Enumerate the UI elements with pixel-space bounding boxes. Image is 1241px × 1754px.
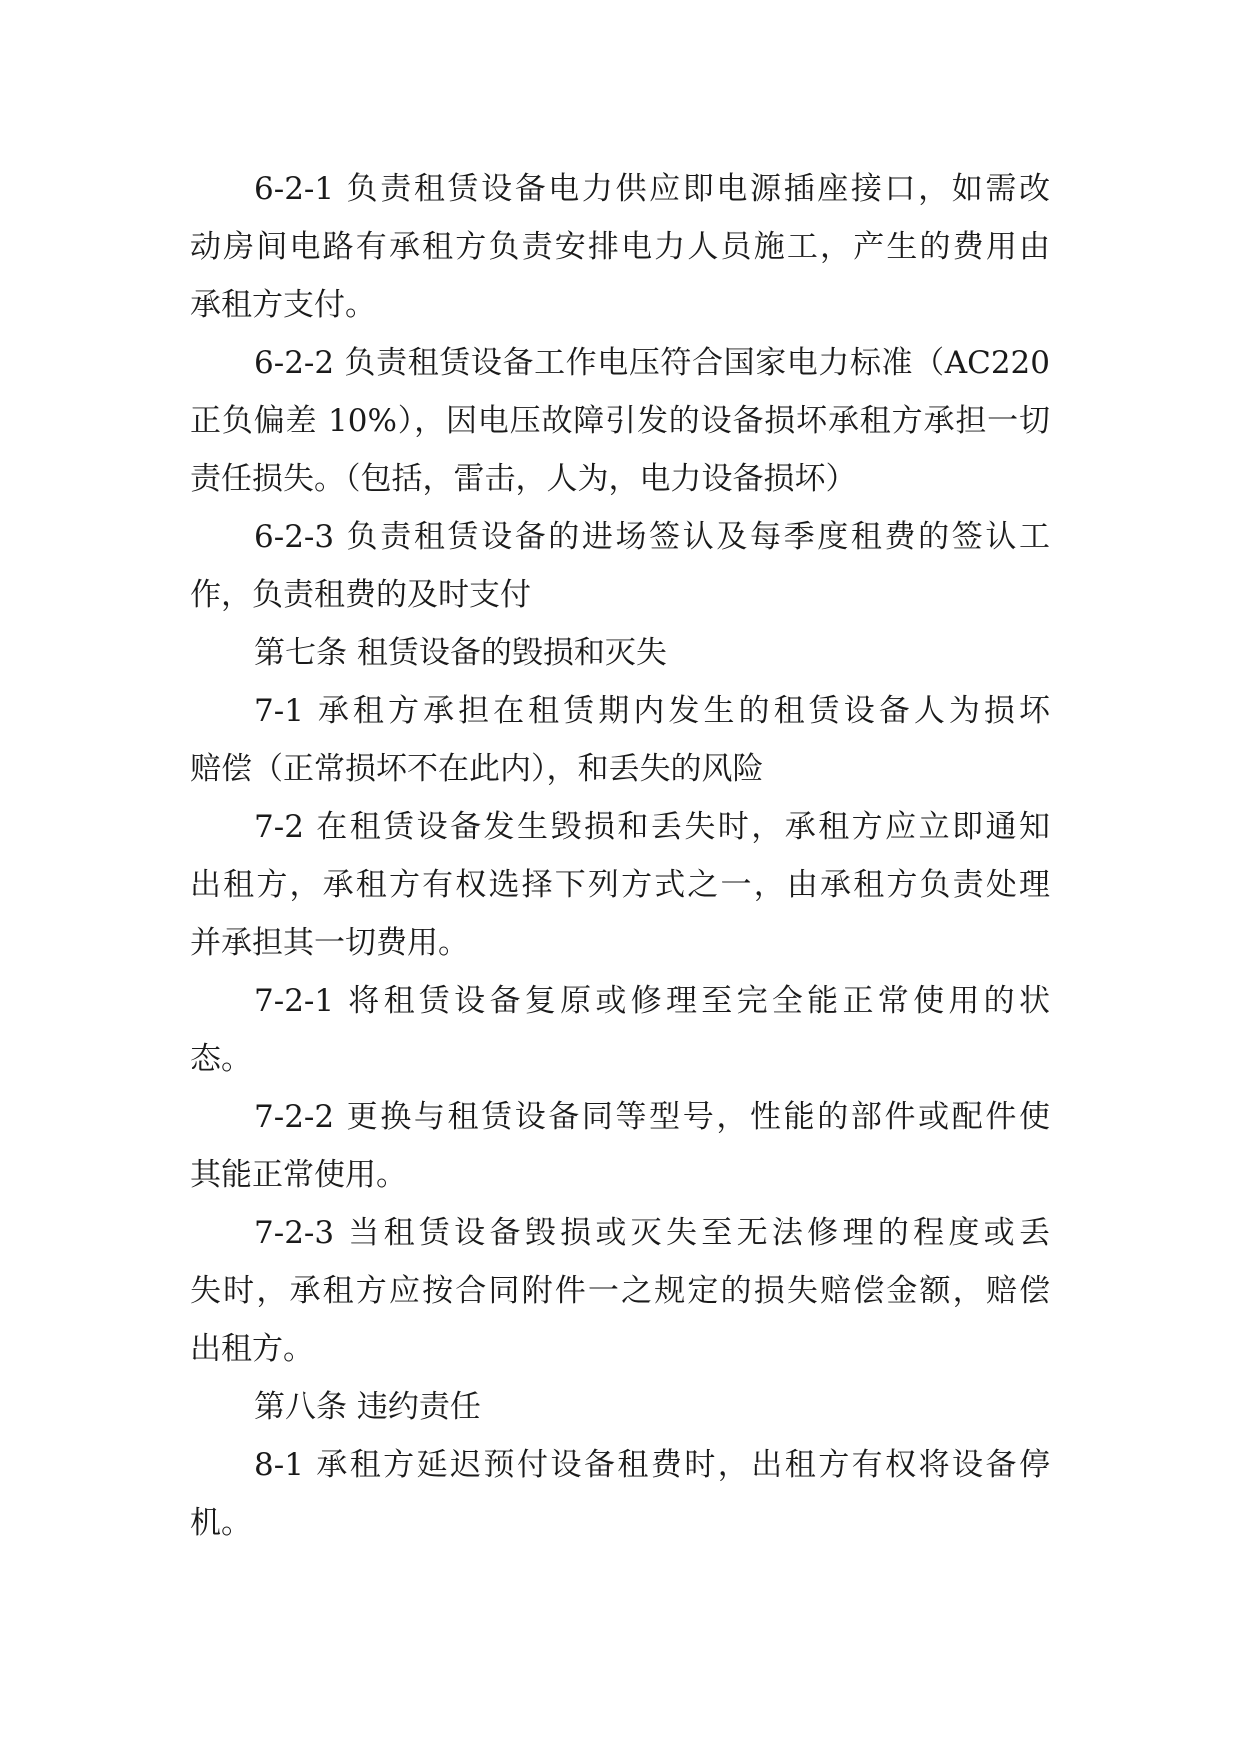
clause-6-2-3-line-2: 作，负责租费的及时支付	[190, 577, 531, 613]
clause-6-2-1-line-1: 6-2-1 负责租赁设备电力供应即电源插座接口，如需改	[254, 171, 1050, 207]
clause-7-2-3-line-1: 7-2-3 当租赁设备毁损或灭失至无法修理的程度或丢	[254, 1215, 1050, 1251]
clause-7-2-line-1: 7-2 在租赁设备发生毁损和丢失时，承租方应立即通知	[254, 809, 1050, 845]
article-8-heading: 第八条 违约责任	[254, 1389, 481, 1425]
clause-7-2-3-line-3: 出租方。	[190, 1331, 314, 1367]
document-body	[190, 160, 1050, 1552]
article-7-heading: 第七条 租赁设备的毁损和灭失	[254, 635, 667, 671]
clause-7-2-2-line-1: 7-2-2 更换与租赁设备同等型号，性能的部件或配件使	[254, 1099, 1050, 1135]
clause-8-1-line-2: 机。	[190, 1505, 252, 1541]
clause-7-1-line-1: 7-1 承租方承担在租赁期内发生的租赁设备人为损坏	[254, 693, 1050, 729]
clause-7-2-2-line-2: 其能正常使用。	[190, 1157, 407, 1193]
clause-7-1-line-2: 赔偿（正常损坏不在此内），和丢失的风险	[190, 751, 764, 787]
clause-6-2-2-line-2: 正负偏差 10%），因电压故障引发的设备损坏承租方承担一切	[190, 403, 1050, 439]
clause-6-2-1-line-2: 动房间电路有承租方负责安排电力人员施工，产生的费用由	[190, 229, 1050, 265]
clause-7-2-3-line-2: 失时，承租方应按合同附件一之规定的损失赔偿金额，赔偿	[190, 1273, 1050, 1309]
clause-7-2-1-line-2: 态。	[190, 1041, 252, 1077]
clause-7-2-line-3: 并承担其一切费用。	[190, 925, 469, 961]
clause-8-1-line-1: 8-1 承租方延迟预付设备租费时，出租方有权将设备停	[254, 1447, 1050, 1483]
clause-7-2-1-line-1: 7-2-1 将租赁设备复原或修理至完全能正常使用的状	[254, 983, 1050, 1019]
clause-7-2-line-2: 出租方，承租方有权选择下列方式之一，由承租方负责处理	[190, 867, 1050, 903]
clause-6-2-2-line-1: 6-2-2 负责租赁设备工作电压符合国家电力标准（AC220	[254, 345, 1050, 381]
clause-6-2-3-line-1: 6-2-3 负责租赁设备的进场签认及每季度租费的签认工	[254, 519, 1050, 555]
clause-6-2-2-line-3: 责任损失。（包括，雷击，人为，电力设备损坏）	[190, 461, 857, 497]
clause-6-2-1-line-3: 承租方支付。	[190, 287, 376, 323]
